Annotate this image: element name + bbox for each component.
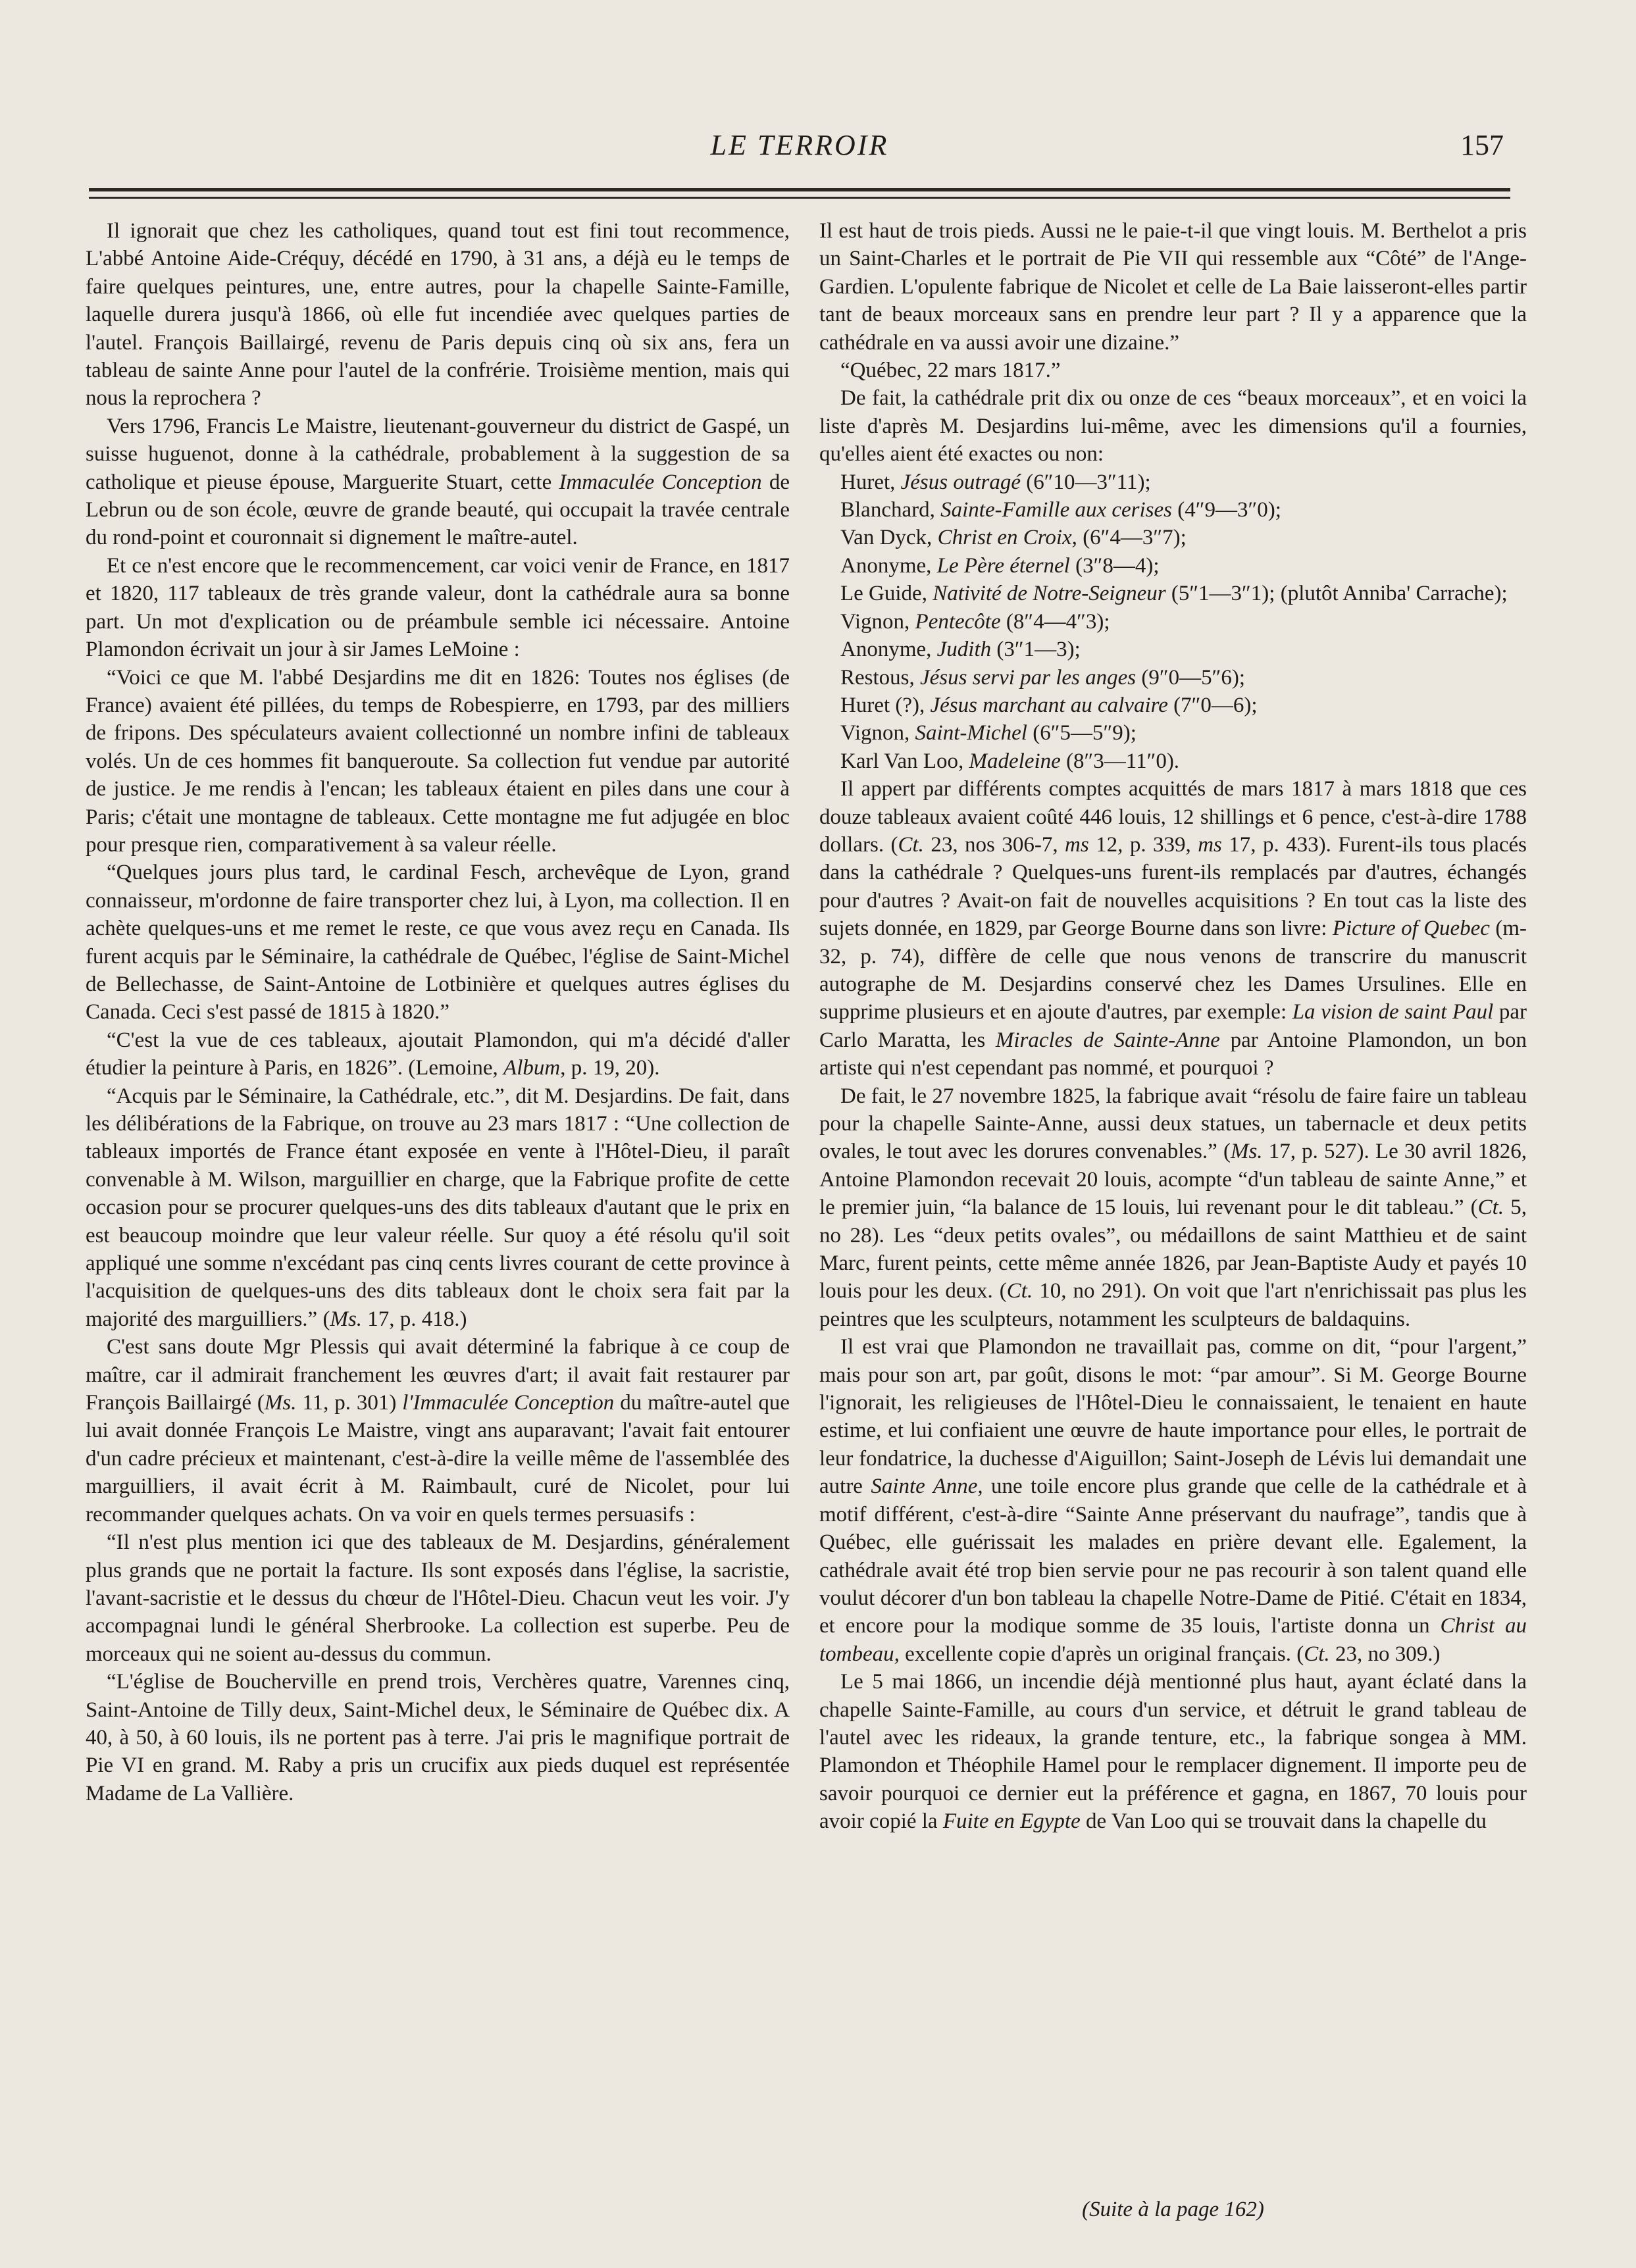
- paragraph: Il ignorait que chez les catholiques, quand tout est fini tout recommence, L'abbé Antoine Aide-Créquy, décédé en 1790, à 31 ans, a déjà eu le temps de faire quelques peintures, une, entre autres, pour la chapelle Sainte-Famille, laquelle durera jusqu'à 1866, où elle fut incendiée avec quelques parties de l'autel. François Baillairgé, revenu de Paris depuis cinq où six ans, fera un tableau de sainte Anne pour l'autel de la confrérie. Troisième mention, mais qui nous la reprochera ?: [86, 219, 790, 411]
- painting-list-item: Restous, Jésus servi par les anges (9″0—5″6);: [840, 665, 1246, 690]
- paragraph: Il est haut de trois pieds. Aussi ne le paie-t-il que vingt louis. M. Berthelot a pris un Saint-Charles et le portrait de Pie VII qui ressemble aux “Côté” de l'Ange-Gardien. L'opulente fabrique de Nicolet et celle de La Baie laisseront-elles partir tant de beaux morceaux sans en prendre leur part ? Il y a apparence que la cathédrale en va aussi avoir une dizaine.”: [819, 219, 1527, 355]
- header-rule-thick: [89, 188, 1510, 191]
- paragraph: Et ce n'est encore que le recommencement, car voici venir de France, en 1817 et 1820, 117 tableaux de très grande valeur, dont la cathédrale aura sa bonne part. Un mot d'explication ou de préambule semble ici nécessaire. Antoine Plamondon écrivait un jour à sir James LeMoine :: [86, 553, 790, 662]
- paragraph: C'est sans doute Mgr Plessis qui avait déterminé la fabrique à ce coup de maître, car il admirait franchement les œuvres d'art; il avait fait restaurer par François Baillairgé (Ms. 11, p. 301) l'Immaculée Conception du maître-autel que lui avait donnée François Le Maistre, vingt ans auparavant; l'avait fait entourer d'un cadre précieux et maintenant, c'est-à-dire la veille même de l'assemblée des marguilliers, il avait écrit à M. Raimbault, curé de Nicolet, pour lui recommander quelques achats. On va voir en quels termes persuasifs :: [86, 1335, 790, 1526]
- painting-list-item: Le Guide, Nativité de Notre-Seigneur (5″1—3″1); (plutôt Anniba' Carrache);: [840, 582, 1508, 606]
- paragraph: “Acquis par le Séminaire, la Cathédrale, etc.”, dit M. Desjardins. De fait, dans les délibérations de la Fabrique, on trouve au 23 mars 1817 : “Une collection de tableaux importés de France étant exposée en vente à l'Hôtel-Dieu, il paraît convenable à M. Wilson, marguillier en charge, que la Fabrique profite de cette occasion pour se procurer quelques-uns des dits tableaux d'autant que le prix en est beaucoup moindre que leur valeur réelle. Sur quoy a été résolu qu'il soit appliqué une somme n'excédant pas cinq cents livres courant de cette province à l'acquisition de quelques-uns des dits tableaux dont le choix sera fait par la majorité des marguilliers.” (Ms. 17, p. 418.): [86, 1084, 790, 1331]
- header-rule-thin: [89, 197, 1510, 199]
- paragraph: Vers 1796, Francis Le Maistre, lieutenant-gouverneur du district de Gaspé, un suisse huguenot, donne à la cathédrale, probablement à la suggestion de sa catholique et pieuse épouse, Marguerite Stuart, cette Immaculée Conception de Lebrun ou de son école, œuvre de grande beauté, qui occupait la travée centrale du rond-point et couronnait si dignement le maître-autel.: [86, 414, 790, 550]
- paragraph: De fait, le 27 novembre 1825, la fabrique avait “résolu de faire faire un tableau pour la chapelle Sainte-Anne, aussi deux statues, un tabernacle et deux petits ovales, le tout avec les dorures convenables.” (Ms. 17, p. 527). Le 30 avril 1826, Antoine Plamondon recevait 20 louis, acompte “d'un tableau de sainte Anne,” et le premier juin, “la balance de 15 louis, lui revenant pour le dit tableau.” (Ct. 5, no 28). Les “deux petits ovales”, ou médaillons de saint Matthieu et de saint Marc, furent peints, cette même année 1826, par Jean-Baptiste Audy et payés 10 louis pour les deux. (Ct. 10, no 291). On voit que l'art n'enrichissait pas plus les peintres que les sculpteurs, notamment les sculpteurs de baldaquins.: [819, 1084, 1527, 1331]
- painting-list-item: Huret (?), Jésus marchant au calvaire (7″0—6);: [840, 693, 1258, 717]
- painting-list-item: Blanchard, Sainte-Famille aux cerises (4″9—3″0);: [840, 498, 1281, 522]
- paragraph: Il appert par différents comptes acquittés de mars 1817 à mars 1818 que ces douze tableaux avaient coûté 446 louis, 12 shillings et 6 pence, c'est-à-dire 1788 dollars. (Ct. 23, nos 306-7, ms 12, p. 339, ms 17, p. 433). Furent-ils tous placés dans la cathédrale ? Quelques-uns furent-ils remplacés par d'autres, échangés pour d'autres ? Avait-on fait de nouvelles acquisitions ? En tout cas la liste des sujets donnée, en 1829, par George Bourne dans son livre: Picture of Quebec (m-32, p. 74), diffère de celle que nous venons de transcrire du manuscrit autographe de M. Desjardins conservé chez les Dames Ursulines. Elle en supprime plusieurs et en ajoute d'autres, par exemple: La vision de saint Paul par Carlo Maratta, les Miracles de Sainte-Anne par Antoine Plamondon, un bon artiste qui n'est cependant pas nommé, et pourquoi ?: [819, 777, 1527, 1080]
- paragraph: De fait, la cathédrale prit dix ou onze de ces “beaux morceaux”, et en voici la liste d'après M. Desjardins lui-même, avec les dimensions qu'il a fournies, qu'elles aient été exactes ou non:: [819, 386, 1527, 466]
- page-number: 157: [1460, 129, 1504, 161]
- quote-paragraph: “Voici ce que M. l'abbé Desjardins me dit en 1826: Toutes nos églises (de France) avaient été pillées, du temps de Robespierre, en 1793, par des milliers de fripons. Des spéculateurs avaient collectionné un nombre infini de tableaux volés. Un de ces hommes fit banqueroute. Sa collection fut vendue par autorité de justice. Je me rendis à l'encan; les tableaux étaient en piles dans une cour à Paris; c'était une montagne de tableaux. Cette montagne me fut adjugée en bloc pour presque rien, comparativement à sa valeur réelle.: [86, 665, 790, 857]
- paragraph: Le 5 mai 1866, un incendie déjà mentionné plus haut, ayant éclaté dans la chapelle Sainte-Famille, au cours d'un service, et détruit le grand tableau de l'autel avec les rideaux, la grande tenture, etc., la fabrique songea à MM. Plamondon et Théophile Hamel pour le remplacer dignement. Il importe peu de savoir pourquoi ce dernier eut la préférence et gagna, en 1867, 70 louis pour avoir copié la Fuite en Egypte de Van Loo qui se trouvait dans la chapelle du: [819, 1670, 1527, 1834]
- quote-paragraph: “Il n'est plus mention ici que des tableaux de M. Desjardins, généralement plus grands que ne portait la facture. Ils sont exposés dans l'église, la sacristie, l'avant-sacristie et le dessus du chœur de l'Hôtel-Dieu. Chacun veut les voir. J'y accompagnai lundi le général Sherbrooke. La collection est superbe. Peu de morceaux qui ne soient au-dessus du commun.: [86, 1530, 790, 1666]
- quote-paragraph: “L'église de Boucherville en prend trois, Verchères quatre, Varennes cinq, Saint-Antoine de Tilly deux, Saint-Michel deux, le Séminaire de Québec dix. A 40, à 50, à 60 louis, ils ne portent pas à terre. J'ai pris le magnifique portrait de Pie VI en grand. M. Raby a pris un crucifix aux pieds duquel est représentée Madame de La Vallière.: [86, 1670, 790, 1805]
- painting-list: [819, 468, 1527, 775]
- painting-list-item: Vignon, Pentecôte (8″4—4″3);: [840, 609, 1110, 634]
- continuation-note: (Suite à la page 162): [1082, 2198, 1264, 2221]
- painting-list-item: Vignon, Saint-Michel (6″5—5″9);: [840, 721, 1137, 745]
- running-title: LE TERROIR: [710, 129, 889, 161]
- running-header: [89, 128, 1510, 168]
- painting-list-item: Van Dyck, Christ en Croix, (6″4—3″7);: [840, 526, 1187, 550]
- right-column: [819, 217, 1527, 2125]
- paragraph: “C'est la vue de ces tableaux, ajoutait Plamondon, qui m'a décidé d'aller étudier la peinture à Paris, en 1826”. (Lemoine, Album, p. 19, 20).: [86, 1028, 790, 1080]
- quote-paragraph: “Quelques jours plus tard, le cardinal Fesch, archevêque de Lyon, grand connaisseur, m'ordonne de faire transporter chez lui, à Lyon, ma collection. Il en achète quelques-uns et me remet le reste, ce que vous avez reçu en Canada. Ils furent acquis par le Séminaire, la cathédrale de Québec, l'église de Saint-Michel de Bellechasse, de Saint-Antoine de Lotbinière et quelques autres églises du Canada. Ceci s'est passé de 1815 à 1820.”: [86, 861, 790, 1024]
- painting-list-item: Huret, Jésus outragé (6″10—3″11);: [840, 470, 1151, 494]
- left-column: [86, 217, 790, 2125]
- paragraph: “Québec, 22 mars 1817.”: [840, 359, 1061, 383]
- paragraph: Il est vrai que Plamondon ne travaillait pas, comme on dit, “pour l'argent,” mais pour son art, par goût, disons le mot: “par amour”. Si M. George Bourne l'ignorait, les religieuses de l'Hôtel-Dieu le connaissaient, le tenaient en haute estime, et lui confiaient une œuvre de haute importance pour elles, le portrait de leur fondatrice, la duchesse d'Aiguillon; Saint-Joseph de Lévis lui demandait une autre Sainte Anne, une toile encore plus grande que celle de la cathédrale et à motif différent, c'est-à-dire “Sainte Anne préservant du naufrage”, tandis que à Québec, elle guérissait les malades en prière devant elle. Egalement, la cathédrale avait été trop bien servie pour ne pas recourir à son talent quand elle voulut décorer d'un bon tableau la chapelle Notre-Dame de Pitié. C'était en 1834, et encore pour la modique somme de 35 louis, l'artiste donna un Christ au tombeau, excellente copie d'après un original français. (Ct. 23, no 309.): [819, 1335, 1527, 1666]
- painting-list-item: Anonyme, Le Père éternel (3″8—4);: [840, 553, 1160, 578]
- painting-list-item: Anonyme, Judith (3″1—3);: [840, 638, 1081, 662]
- painting-list-item: Karl Van Loo, Madeleine (8″3—11″0).: [840, 749, 1180, 773]
